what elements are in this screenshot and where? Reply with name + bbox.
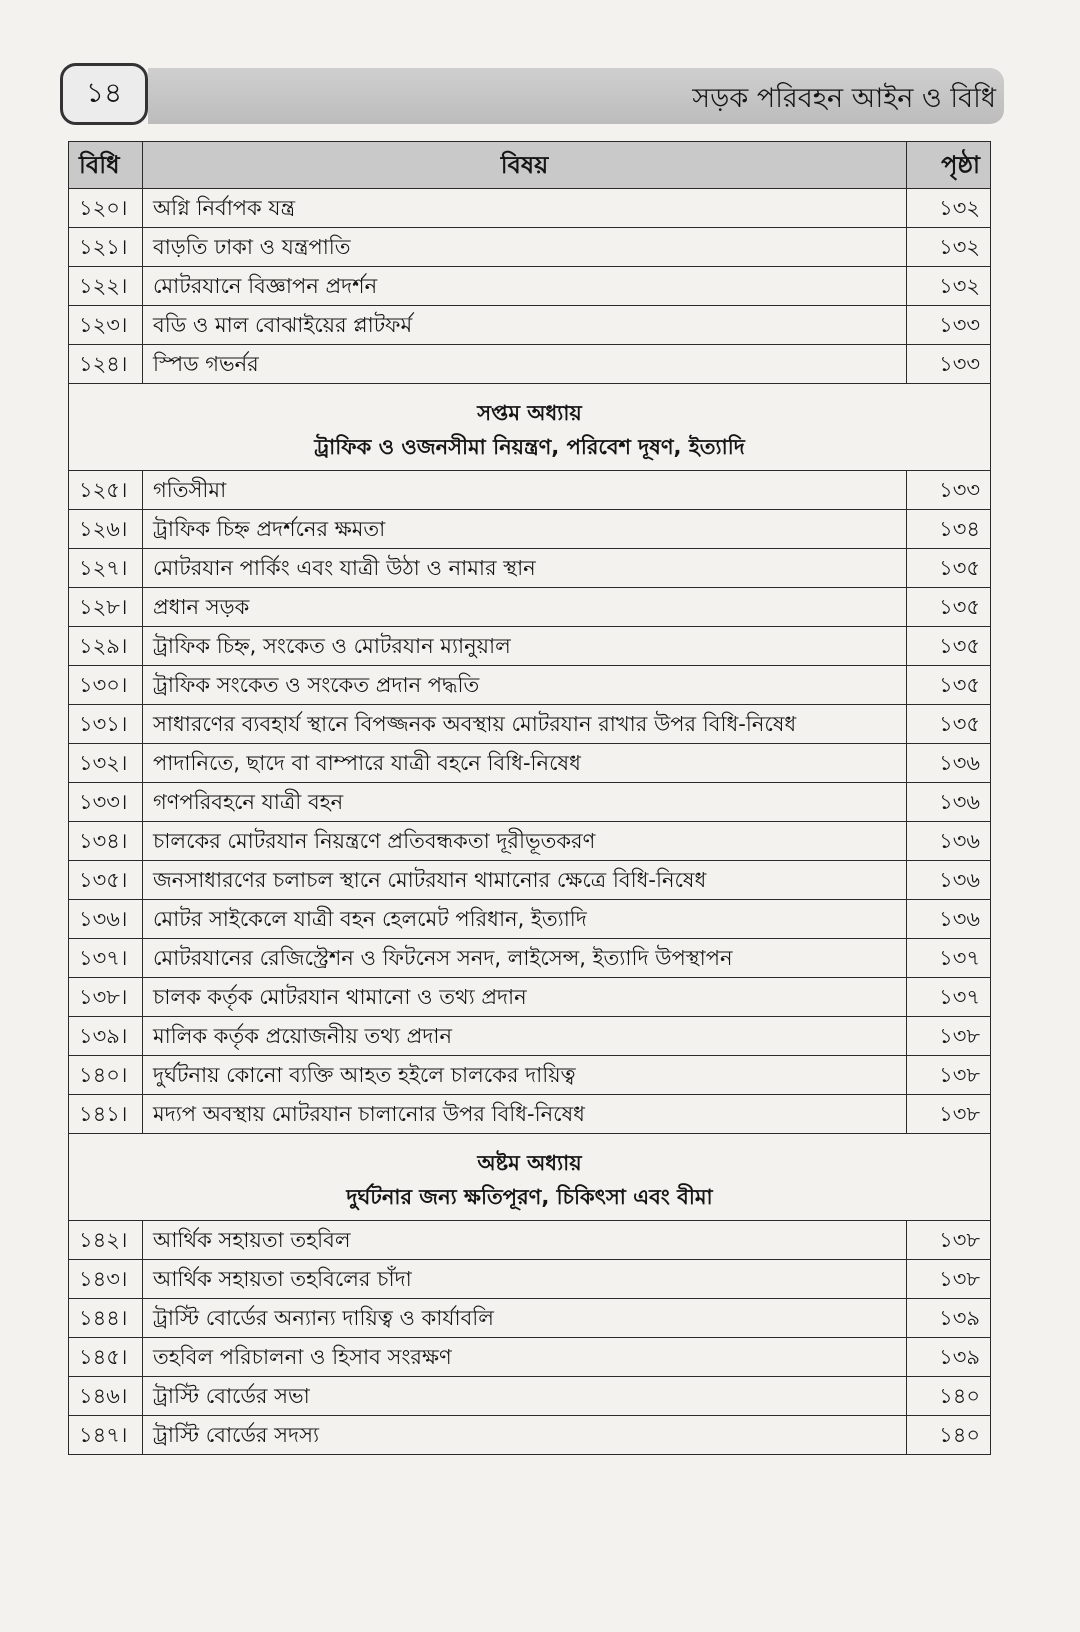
- rule-subject: ট্রাফিক চিহ্ন প্রদর্শনের ক্ষমতা: [143, 510, 907, 549]
- page-ref: ১৩৩: [907, 471, 991, 510]
- rule-subject: ট্রাফিক সংকেত ও সংকেত প্রদান পদ্ধতি: [143, 666, 907, 705]
- chapter-heading-row: [69, 384, 991, 471]
- page-ref: ১৩৯: [907, 1299, 991, 1338]
- table-row: [69, 471, 991, 510]
- table-row: [69, 267, 991, 306]
- rule-number: ১৪১।: [69, 1095, 143, 1134]
- table-header-row: [69, 142, 991, 189]
- rule-subject: প্রধান সড়ক: [143, 588, 907, 627]
- rule-subject: ট্রাস্টি বোর্ডের অন্যান্য দায়িত্ব ও কার্যাবলি: [143, 1299, 907, 1338]
- table-row: [69, 1095, 991, 1134]
- table-row: [69, 666, 991, 705]
- table-row: [69, 345, 991, 384]
- rule-number: ১৩৭।: [69, 939, 143, 978]
- rule-number: ১৩২।: [69, 744, 143, 783]
- page-ref: ১৩৮: [907, 1017, 991, 1056]
- page-ref: ১৩৬: [907, 822, 991, 861]
- page-ref: ১৩৬: [907, 861, 991, 900]
- page-ref: ১৩৭: [907, 978, 991, 1017]
- rule-subject: ট্রাস্টি বোর্ডের সভা: [143, 1377, 907, 1416]
- rule-number: ১৩৫।: [69, 861, 143, 900]
- chapter-name: সপ্তম অধ্যায়: [477, 401, 582, 425]
- table-row: [69, 510, 991, 549]
- rule-number: ১৪৩।: [69, 1260, 143, 1299]
- rule-subject: গণপরিবহনে যাত্রী বহন: [143, 783, 907, 822]
- rule-number: ১৪০।: [69, 1056, 143, 1095]
- table-row: [69, 822, 991, 861]
- rule-subject: চালকের মোটরযান নিয়ন্ত্রণে প্রতিবন্ধকতা দূরীভূতকরণ: [143, 822, 907, 861]
- page-ref: ১৩৮: [907, 1095, 991, 1134]
- rule-subject: জনসাধারণের চলাচল স্থানে মোটরযান থামানোর ক্ষেত্রে বিধি-নিষেধ: [143, 861, 907, 900]
- table-row: [69, 1299, 991, 1338]
- page-ref: ১৩৫: [907, 705, 991, 744]
- rule-subject: দুর্ঘটনায় কোনো ব্যক্তি আহত হইলে চালকের দায়িত্ব: [143, 1056, 907, 1095]
- rule-subject: মোটর সাইকেলে যাত্রী বহন হেলমেট পরিধান, ইত্যাদি: [143, 900, 907, 939]
- table-row: [69, 900, 991, 939]
- chapter-title: ট্রাফিক ও ওজনসীমা নিয়ন্ত্রণ, পরিবেশ দূষণ, ইত্যাদি: [314, 435, 745, 459]
- rule-subject: মোটরযান পার্কিং এবং যাত্রী উঠা ও নামার স্থান: [143, 549, 907, 588]
- rule-subject: মোটরযানে বিজ্ঞাপন প্রদর্শন: [143, 267, 907, 306]
- rule-number: ১২৭।: [69, 549, 143, 588]
- table-row: [69, 1338, 991, 1377]
- table-row: [69, 1056, 991, 1095]
- rule-number: ১২৪।: [69, 345, 143, 384]
- header-rule: বিধি: [69, 142, 143, 189]
- chapter-title: দুর্ঘটনার জন্য ক্ষতিপূরণ, চিকিৎসা এবং বীমা: [346, 1185, 713, 1209]
- rule-number: ১৪৫।: [69, 1338, 143, 1377]
- page-ref: ১৩৫: [907, 627, 991, 666]
- table-row: [69, 1017, 991, 1056]
- rule-subject: মদ্যপ অবস্থায় মোটরযান চালানোর উপর বিধি-নিষেধ: [143, 1095, 907, 1134]
- rule-subject: অগ্নি নির্বাপক যন্ত্র: [143, 189, 907, 228]
- table-row: [69, 627, 991, 666]
- table-row: [69, 978, 991, 1017]
- page-ref: ১৩২: [907, 189, 991, 228]
- book-title: সড়ক পরিবহন আইন ও বিধি: [692, 83, 996, 114]
- rule-number: ১৩৪।: [69, 822, 143, 861]
- table-row: [69, 861, 991, 900]
- rule-subject: আর্থিক সহায়তা তহবিলের চাঁদা: [143, 1260, 907, 1299]
- table-row: [69, 1416, 991, 1455]
- rule-number: ১২২।: [69, 267, 143, 306]
- rule-subject: ট্রাফিক চিহ্ন, সংকেত ও মোটরযান ম্যানুয়াল: [143, 627, 907, 666]
- rule-subject: স্পিড গভর্নর: [143, 345, 907, 384]
- table-row: [69, 588, 991, 627]
- page-ref: ১৩৫: [907, 588, 991, 627]
- page-ref: ১৪০: [907, 1377, 991, 1416]
- rule-subject: পাদানিতে, ছাদে বা বাম্পারে যাত্রী বহনে বিধি-নিষেধ: [143, 744, 907, 783]
- table-row: [69, 549, 991, 588]
- rule-number: ১৩৯।: [69, 1017, 143, 1056]
- table-row: [69, 1377, 991, 1416]
- rule-number: ১২৮।: [69, 588, 143, 627]
- rule-number: ১৪৬।: [69, 1377, 143, 1416]
- table-row: [69, 228, 991, 267]
- page-ref: ১৩২: [907, 267, 991, 306]
- page-ref: ১৩৬: [907, 744, 991, 783]
- table-row: [69, 939, 991, 978]
- page-ref: ১৩৫: [907, 666, 991, 705]
- page-ref: ১৩৩: [907, 345, 991, 384]
- page-ref: ১৩২: [907, 228, 991, 267]
- rule-subject: চালক কর্তৃক মোটরযান থামানো ও তথ্য প্রদান: [143, 978, 907, 1017]
- contents-table: [68, 141, 991, 1455]
- rule-number: ১২০।: [69, 189, 143, 228]
- rule-number: ১৩১।: [69, 705, 143, 744]
- rule-number: ১২৩।: [69, 306, 143, 345]
- rule-subject: বডি ও মাল বোঝাইয়ের প্লাটফর্ম: [143, 306, 907, 345]
- header-page: পৃষ্ঠা: [907, 142, 991, 189]
- page-number: ১৪: [60, 63, 148, 125]
- page-ref: ১৪০: [907, 1416, 991, 1455]
- page-ref: ১৩৬: [907, 783, 991, 822]
- table-row: [69, 744, 991, 783]
- chapter-heading: [69, 1134, 991, 1221]
- header-subject: বিষয়: [143, 142, 907, 189]
- rule-number: ১৩৮।: [69, 978, 143, 1017]
- rule-number: ১৩৩।: [69, 783, 143, 822]
- rule-subject: আর্থিক সহায়তা তহবিল: [143, 1221, 907, 1260]
- rule-number: ১২৫।: [69, 471, 143, 510]
- table-row: [69, 705, 991, 744]
- page-ref: ১৩৮: [907, 1260, 991, 1299]
- rule-number: ১৩৬।: [69, 900, 143, 939]
- table-row: [69, 189, 991, 228]
- page-ref: ১৩৬: [907, 900, 991, 939]
- rule-number: ১৪৪।: [69, 1299, 143, 1338]
- page-ref: ১৩৮: [907, 1056, 991, 1095]
- chapter-heading-row: [69, 1134, 991, 1221]
- table-row: [69, 1260, 991, 1299]
- table-row: [69, 306, 991, 345]
- rule-number: ১৪৭।: [69, 1416, 143, 1455]
- rule-subject: সাধারণের ব্যবহার্য স্থানে বিপজ্জনক অবস্থায় মোটরযান রাখার উপর বিধি-নিষেধ: [143, 705, 907, 744]
- rule-subject: ট্রাস্টি বোর্ডের সদস্য: [143, 1416, 907, 1455]
- page-ref: ১৩৭: [907, 939, 991, 978]
- rule-number: ১২৬।: [69, 510, 143, 549]
- rule-subject: বাড়তি ঢাকা ও যন্ত্রপাতি: [143, 228, 907, 267]
- chapter-name: অষ্টম অধ্যায়: [477, 1151, 582, 1175]
- page-ref: ১৩৫: [907, 549, 991, 588]
- rule-number: ১২১।: [69, 228, 143, 267]
- rule-subject: তহবিল পরিচালনা ও হিসাব সংরক্ষণ: [143, 1338, 907, 1377]
- table-row: [69, 783, 991, 822]
- page-ref: ১৩৮: [907, 1221, 991, 1260]
- page-ref: ১৩৪: [907, 510, 991, 549]
- rule-subject: গতিসীমা: [143, 471, 907, 510]
- page-ref: ১৩৩: [907, 306, 991, 345]
- rule-number: ১২৯।: [69, 627, 143, 666]
- table-row: [69, 1221, 991, 1260]
- rule-number: ১৪২।: [69, 1221, 143, 1260]
- page-ref: ১৩৯: [907, 1338, 991, 1377]
- rule-subject: মালিক কর্তৃক প্রয়োজনীয় তথ্য প্রদান: [143, 1017, 907, 1056]
- rule-number: ১৩০।: [69, 666, 143, 705]
- chapter-heading: [69, 384, 991, 471]
- rule-subject: মোটরযানের রেজিস্ট্রেশন ও ফিটনেস সনদ, লাইসেন্স, ইত্যাদি উপস্থাপন: [143, 939, 907, 978]
